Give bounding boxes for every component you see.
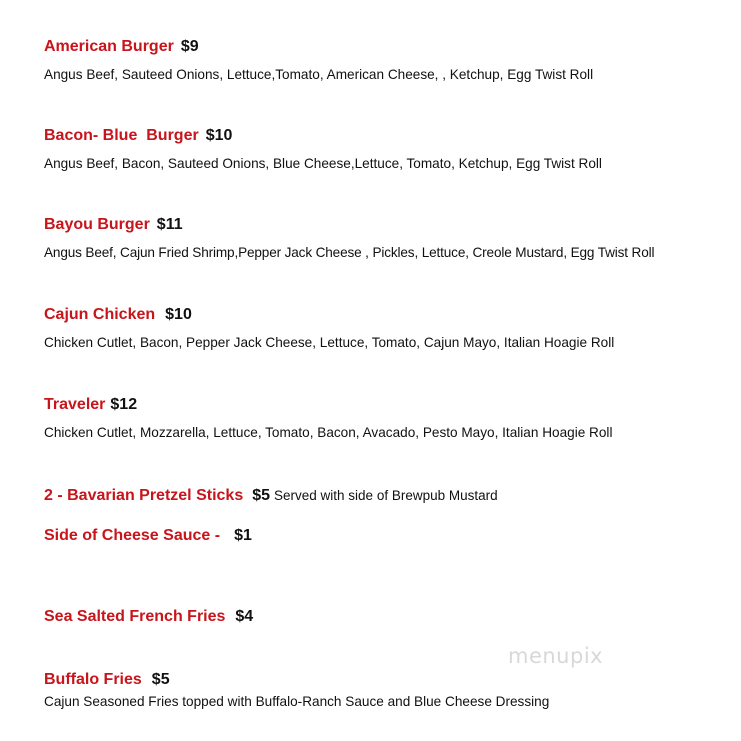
item-name: Traveler (44, 396, 106, 413)
item-price: $10 (165, 306, 192, 323)
item-name: 2 - Bavarian Pretzel Sticks (44, 487, 244, 504)
item-description: Angus Beef, Bacon, Sauteed Onions, Blue Cheese,Lettuce, Tomato, Ketchup, Egg Twist Roll (44, 156, 602, 171)
menu-item-bayou-burger (44, 215, 731, 262)
item-name: Buffalo Fries (44, 671, 142, 688)
menu-item-french-fries (44, 607, 731, 627)
item-name: Bayou Burger (44, 216, 150, 233)
menu-item-pretzel-sticks (44, 486, 731, 506)
item-price: $5 (151, 671, 170, 688)
item-price: $11 (156, 216, 183, 233)
item-price: $10 (205, 127, 233, 144)
item-description: Served with side of Brewpub Mustard (274, 488, 498, 503)
menu-item-traveler (44, 395, 731, 442)
item-description: Chicken Cutlet, Bacon, Pepper Jack Cheese, Lettuce, Tomato, Cajun Mayo, Italian Hoagie Roll (44, 335, 615, 350)
item-name: Cajun Chicken (44, 306, 156, 323)
menu-item-american-burger (44, 37, 731, 84)
menupix-watermark: menupix (508, 644, 604, 668)
item-description: Cajun Seasoned Fries topped with Buffalo-Ranch Sauce and Blue Cheese Dressing (44, 694, 550, 709)
menu-item-cheese-sauce (44, 526, 731, 546)
menu-item-buffalo-fries (44, 670, 731, 711)
item-name: American Burger (44, 38, 174, 55)
item-description: Angus Beef, Cajun Fried Shrimp,Pepper Jack Cheese , Pickles, Lettuce, Creole Mustard, Egg Twist Roll (44, 245, 655, 260)
item-price: $9 (180, 38, 199, 55)
item-name: Side of Cheese Sauce - (44, 527, 221, 544)
item-description: Angus Beef, Sauteed Onions, Lettuce,Tomato, American Cheese, , Ketchup, Egg Twist Roll (44, 67, 594, 82)
item-price: $4 (235, 608, 254, 625)
item-description: Chicken Cutlet, Mozzarella, Lettuce, Tomato, Bacon, Avacado, Pesto Mayo, Italian Hoagie Roll (44, 425, 613, 440)
item-name: Bacon- Blue Burger (44, 127, 199, 144)
menu-item-bacon-blue-burger (44, 126, 731, 173)
item-price: $5 (252, 487, 271, 504)
item-price: $1 (234, 527, 252, 544)
item-price: $12 (110, 396, 138, 413)
menu-item-cajun-chicken (44, 305, 731, 352)
cropped-header-remnant (44, 0, 644, 4)
item-name: Sea Salted French Fries (44, 608, 226, 625)
